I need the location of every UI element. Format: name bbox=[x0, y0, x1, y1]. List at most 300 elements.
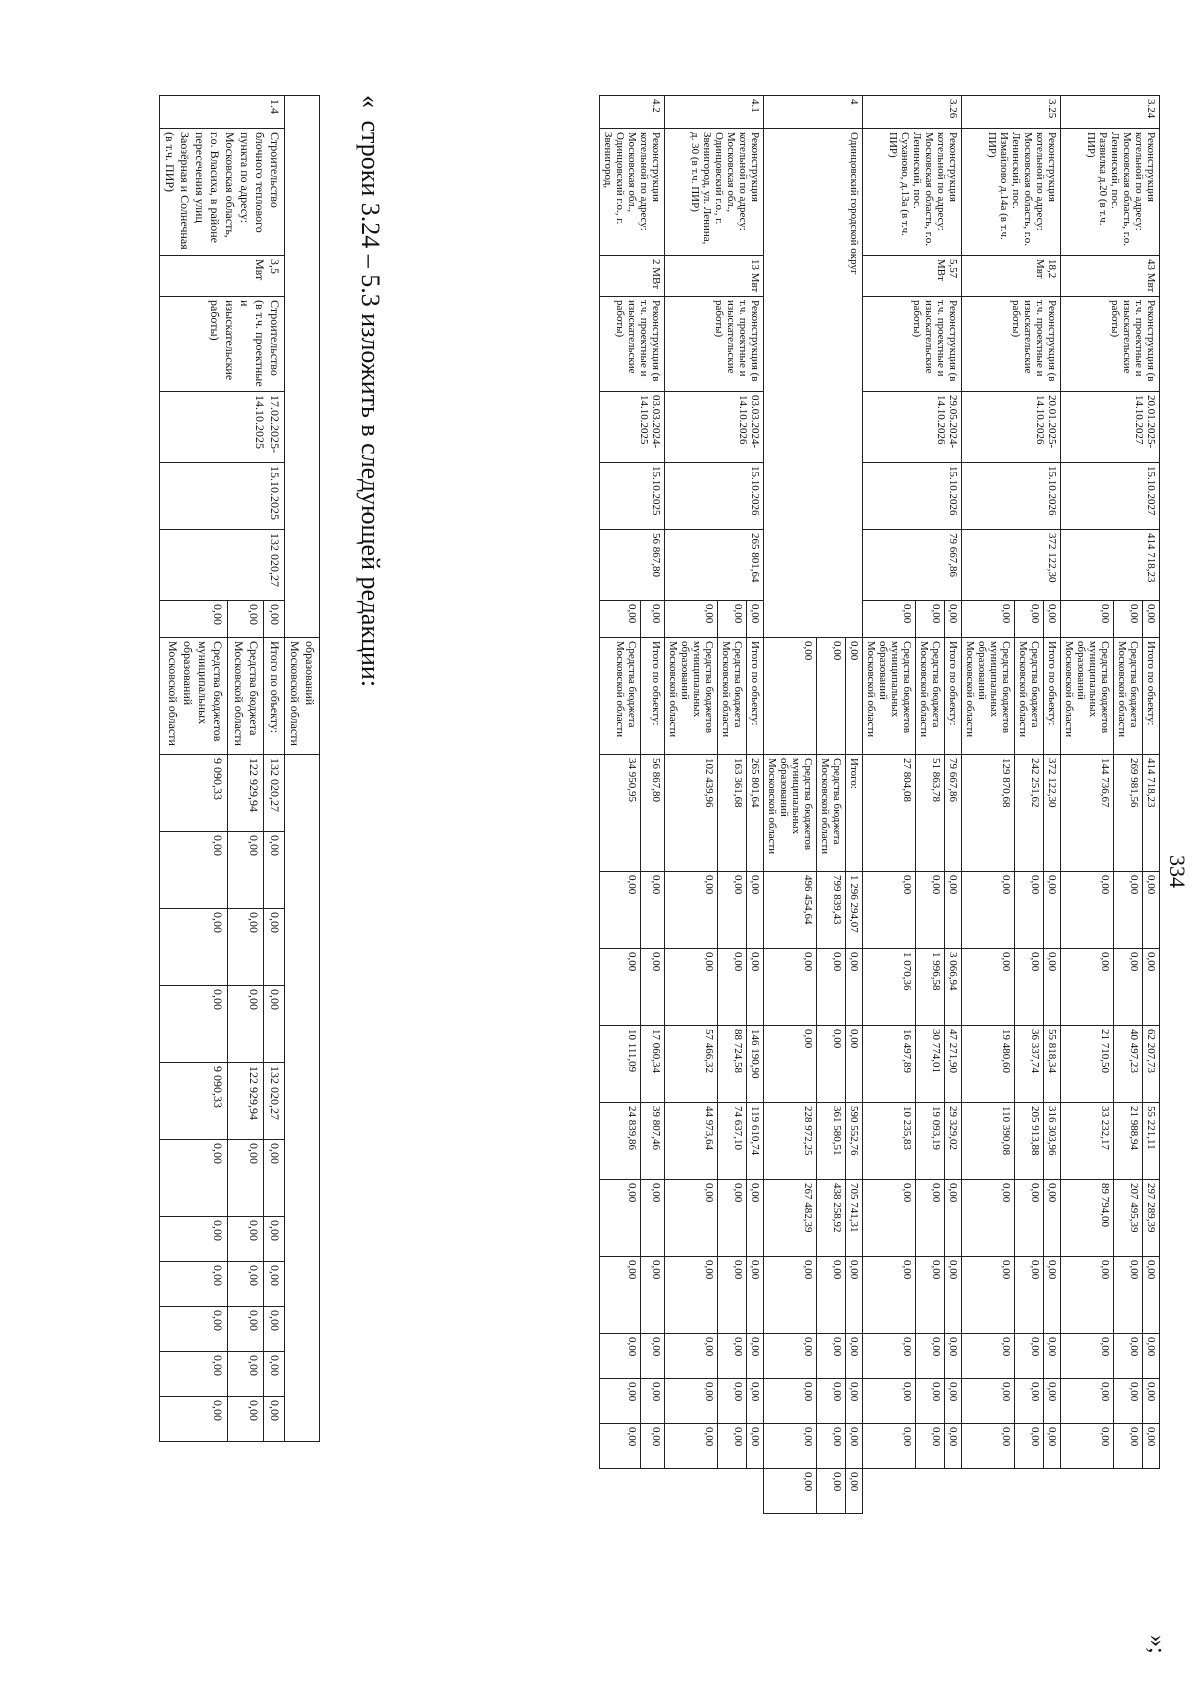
object-cost: 414 718,23 bbox=[1061, 530, 1160, 601]
year-value: 1 996,58 bbox=[916, 949, 945, 1026]
year-value: 0,00 bbox=[846, 1469, 863, 1514]
funding-total: 132 020,27 bbox=[264, 755, 285, 832]
year-value: 0,00 bbox=[1015, 949, 1044, 1026]
year-value: 0,00 bbox=[1015, 1334, 1044, 1379]
year-value: 0,00 bbox=[1143, 1334, 1160, 1379]
year-value: 24 839,86 bbox=[600, 1103, 641, 1180]
year-value: 0,00 bbox=[962, 872, 1015, 949]
object-power: 3,5 Мвт bbox=[160, 256, 285, 297]
funding-source: Средства бюджетов муниципальных образований Московской области bbox=[665, 638, 718, 755]
year-value: 132 020,27 bbox=[264, 1063, 285, 1140]
year-value: 55 818,34 bbox=[1044, 1026, 1061, 1103]
year-value: 0,00 bbox=[1044, 1257, 1061, 1334]
financed-value: 0,00 bbox=[665, 601, 718, 638]
year-value: 0,00 bbox=[600, 1424, 641, 1469]
year-value: 0,00 bbox=[1015, 872, 1044, 949]
year-value: 0,00 bbox=[160, 1140, 228, 1217]
object-cost: 265 801,64 bbox=[665, 530, 764, 601]
year-value: 0,00 bbox=[945, 1257, 962, 1334]
year-value: 0,00 bbox=[1044, 1180, 1061, 1257]
year-value: 0,00 bbox=[264, 986, 285, 1063]
year-value: 19 480,60 bbox=[962, 1026, 1015, 1103]
work-dates: 20.01.2025- 14.10.2026 bbox=[962, 392, 1061, 463]
year-value: 297 289,39 bbox=[1143, 1180, 1160, 1257]
financed-value: 0,00 bbox=[747, 601, 764, 638]
work-dates: 29.05.2024- 14.10.2026 bbox=[863, 392, 962, 463]
year-value: 0,00 bbox=[863, 1257, 916, 1334]
funding-total: 34 950,95 bbox=[600, 755, 641, 872]
year-value: 30 774,01 bbox=[916, 1026, 945, 1103]
row-number: 3.25 bbox=[962, 96, 1061, 129]
year-value: 0,00 bbox=[962, 1424, 1015, 1469]
object-cost: 79 667,86 bbox=[863, 530, 962, 601]
year-value: 0,00 bbox=[227, 986, 263, 1063]
funding-source: Средства бюджета Московской области bbox=[916, 638, 945, 755]
year-value: 205 913,88 bbox=[1015, 1103, 1044, 1180]
year-value: 74 637,10 bbox=[718, 1103, 747, 1180]
funding-total: 496 454,64 bbox=[764, 872, 817, 949]
commission-date: 15.10.2026 bbox=[665, 463, 764, 530]
year-value: 0,00 bbox=[817, 1469, 846, 1514]
work-dates: 17.02.2025- 14.10.2025 bbox=[160, 392, 285, 463]
year-value: 0,00 bbox=[640, 1257, 664, 1334]
year-value: 0,00 bbox=[227, 832, 263, 909]
year-value: 0,00 bbox=[764, 1257, 817, 1334]
year-value: 36 337,74 bbox=[1015, 1026, 1044, 1103]
year-value: 0,00 bbox=[665, 1379, 718, 1424]
funding-total: 144 736,67 bbox=[1061, 755, 1114, 872]
funding-total: 1 296 294,07 bbox=[846, 872, 863, 949]
section-heading bbox=[355, 95, 385, 687]
year-value: 0,00 bbox=[264, 1217, 285, 1262]
year-value: 88 724,58 bbox=[718, 1026, 747, 1103]
year-value: 19 093,19 bbox=[916, 1103, 945, 1180]
year-value: 0,00 bbox=[945, 1424, 962, 1469]
year-value: 0,00 bbox=[747, 949, 764, 1026]
year-value: 0,00 bbox=[1143, 1424, 1160, 1469]
funding-total: 27 804,08 bbox=[863, 755, 916, 872]
year-value: 0,00 bbox=[264, 1140, 285, 1217]
funding-source: Средства бюджетов муниципальных образований Московской области bbox=[764, 755, 817, 872]
object-cost: 56 867,80 bbox=[600, 530, 665, 601]
year-value: 0,00 bbox=[1143, 872, 1160, 949]
year-value: 21 988,94 bbox=[1114, 1103, 1143, 1180]
row-number: 1.4 bbox=[160, 96, 285, 129]
year-value: 0,00 bbox=[718, 872, 747, 949]
work-type: Реконструкция (в т.ч. проектные и изыскательские работы) bbox=[665, 297, 764, 392]
year-value: 0,00 bbox=[160, 832, 228, 909]
table-row bbox=[640, 96, 664, 1514]
year-value: 0,00 bbox=[916, 1379, 945, 1424]
closing-quote: »; bbox=[1144, 1635, 1170, 1654]
financed-value: 0,00 bbox=[1044, 601, 1061, 638]
object-cost: 132 020,27 bbox=[160, 530, 285, 601]
work-type: Строительство (в т.ч. проектные и изыскательские работы) bbox=[160, 297, 285, 392]
year-value: 267 482,39 bbox=[764, 1180, 817, 1257]
year-value: 316 303,96 bbox=[1044, 1103, 1061, 1180]
year-value: 0,00 bbox=[1061, 1334, 1114, 1379]
year-value: 0,00 bbox=[1015, 1257, 1044, 1334]
work-type: Реконструкция (в т.ч. проектные и изыскательские работы) bbox=[962, 297, 1061, 392]
work-type: Реконструкция (в т.ч. проектные и изыскательские работы) bbox=[863, 297, 962, 392]
year-value: 0,00 bbox=[227, 1140, 263, 1217]
table-cell bbox=[285, 755, 320, 1442]
year-value: 0,00 bbox=[1015, 1379, 1044, 1424]
year-value: 62 207,73 bbox=[1143, 1026, 1160, 1103]
funding-source: Средства бюджетов муниципальных образований Московской области bbox=[863, 638, 916, 755]
year-value: 705 741,31 bbox=[846, 1180, 863, 1257]
funding-source: Средства бюджетов муниципальных образований Московской области bbox=[1061, 638, 1114, 755]
year-value: 0,00 bbox=[1015, 1424, 1044, 1469]
year-value: 0,00 bbox=[640, 1379, 664, 1424]
year-value: 0,00 bbox=[747, 1257, 764, 1334]
year-value: 0,00 bbox=[600, 1257, 641, 1334]
year-value: 0,00 bbox=[863, 1424, 916, 1469]
year-value: 0,00 bbox=[600, 949, 641, 1026]
year-value: 0,00 bbox=[160, 1352, 228, 1397]
year-value: 0,00 bbox=[665, 1257, 718, 1334]
financed-value: 0,00 bbox=[1143, 601, 1160, 638]
work-dates: 20.01.2025- 14.10.2027 bbox=[1061, 392, 1160, 463]
commission-date: 15.10.2026 bbox=[962, 463, 1061, 530]
year-value: 0,00 bbox=[945, 1334, 962, 1379]
financed-value: 0,00 bbox=[764, 638, 817, 755]
financed-value: 0,00 bbox=[1114, 601, 1143, 638]
year-value: 0,00 bbox=[1114, 1379, 1143, 1424]
year-value: 0,00 bbox=[863, 1379, 916, 1424]
year-value: 0,00 bbox=[962, 1257, 1015, 1334]
year-value: 0,00 bbox=[1044, 1334, 1061, 1379]
funding-total: 56 867,80 bbox=[640, 755, 664, 872]
year-value: 0,00 bbox=[1061, 1257, 1114, 1334]
year-value: 0,00 bbox=[665, 949, 718, 1026]
year-value: 0,00 bbox=[600, 1334, 641, 1379]
commission-date: 15.10.2025 bbox=[600, 463, 665, 530]
year-value: 0,00 bbox=[640, 1180, 664, 1257]
funding-total: 51 863,78 bbox=[916, 755, 945, 872]
funding-total: 102 439,96 bbox=[665, 755, 718, 872]
year-value: 0,00 bbox=[846, 1257, 863, 1334]
financed-value: 0,00 bbox=[817, 638, 846, 755]
funding-total: 799 839,43 bbox=[817, 872, 846, 949]
year-value: 122 929,94 bbox=[227, 1063, 263, 1140]
year-value: 10 235,83 bbox=[863, 1103, 916, 1180]
table-row bbox=[945, 96, 962, 1514]
funding-source: Средства бюджета Московской области bbox=[718, 638, 747, 755]
year-value: 0,00 bbox=[160, 1262, 228, 1307]
object-power: 43 Мвт bbox=[1061, 256, 1160, 297]
year-value: 0,00 bbox=[227, 1262, 263, 1307]
financed-value: 0,00 bbox=[916, 601, 945, 638]
year-value: 0,00 bbox=[916, 1334, 945, 1379]
row-number: 3.24 bbox=[1061, 96, 1160, 129]
year-value: 0,00 bbox=[817, 1334, 846, 1379]
row-number: 4 bbox=[764, 96, 863, 129]
year-value: 0,00 bbox=[600, 872, 641, 949]
year-value: 0,00 bbox=[863, 1334, 916, 1379]
year-value: 228 972,25 bbox=[764, 1103, 817, 1180]
year-value: 0,00 bbox=[1114, 949, 1143, 1026]
year-value: 590 552,76 bbox=[846, 1103, 863, 1180]
year-value: 0,00 bbox=[916, 1180, 945, 1257]
financed-value: 0,00 bbox=[1015, 601, 1044, 638]
year-value: 110 390,08 bbox=[962, 1103, 1015, 1180]
year-value: 0,00 bbox=[747, 1334, 764, 1379]
funding-total: 265 801,64 bbox=[747, 755, 764, 872]
year-value: 0,00 bbox=[264, 909, 285, 986]
funding-source: Средства бюджета Московской области bbox=[817, 755, 846, 872]
year-value: 0,00 bbox=[1143, 949, 1160, 1026]
year-value: 0,00 bbox=[846, 1424, 863, 1469]
heading-text: строки 3.24 – 5.3 изложить в следующей редакции: bbox=[356, 120, 385, 688]
funding-source: Итого по объекту: bbox=[747, 638, 764, 755]
year-value: 0,00 bbox=[160, 1217, 228, 1262]
financed-value: 0,00 bbox=[160, 601, 228, 638]
year-value: 3 066,94 bbox=[945, 949, 962, 1026]
year-value: 0,00 bbox=[665, 1334, 718, 1379]
main-table bbox=[599, 95, 1160, 1514]
year-value: 0,00 bbox=[962, 949, 1015, 1026]
financed-value: 0,00 bbox=[962, 601, 1015, 638]
page-number: 334 bbox=[1165, 855, 1190, 888]
financed-value: 0,00 bbox=[718, 601, 747, 638]
year-value: 40 497,23 bbox=[1114, 1026, 1143, 1103]
year-value: 0,00 bbox=[160, 1397, 228, 1442]
year-value: 0,00 bbox=[227, 1307, 263, 1352]
funding-total: 269 981,56 bbox=[1114, 755, 1143, 872]
year-value: 0,00 bbox=[1143, 1257, 1160, 1334]
year-value: 0,00 bbox=[1044, 1379, 1061, 1424]
year-value: 0,00 bbox=[962, 1334, 1015, 1379]
year-value: 0,00 bbox=[227, 909, 263, 986]
year-value: 0,00 bbox=[160, 1307, 228, 1352]
financed-value: 0,00 bbox=[640, 601, 664, 638]
year-value: 0,00 bbox=[1114, 1424, 1143, 1469]
table-row bbox=[285, 96, 320, 1442]
funding-source: Средства бюджетов муниципальных образований Московской области bbox=[962, 638, 1015, 755]
financed-value: 0,00 bbox=[264, 601, 285, 638]
group-name: Одинцовский городской округ bbox=[764, 129, 863, 638]
year-value: 0,00 bbox=[1114, 1334, 1143, 1379]
row-number: 3.26 bbox=[863, 96, 962, 129]
funding-total: 414 718,23 bbox=[1143, 755, 1160, 872]
year-value: 0,00 bbox=[665, 1180, 718, 1257]
year-value: 0,00 bbox=[747, 872, 764, 949]
commission-date: 15.10.2026 bbox=[863, 463, 962, 530]
year-value: 10 111,09 bbox=[600, 1026, 641, 1103]
work-type: Реконструкция (в т.ч. проектные и изыскательские работы) bbox=[600, 297, 665, 392]
year-value: 0,00 bbox=[1114, 1257, 1143, 1334]
work-dates: 03.03.2024- 14.10.2025 bbox=[600, 392, 665, 463]
financed-value: 0,00 bbox=[1061, 601, 1114, 638]
year-value: 0,00 bbox=[1044, 1424, 1061, 1469]
row-number: 4.1 bbox=[665, 96, 764, 129]
year-value: 0,00 bbox=[264, 1307, 285, 1352]
year-value: 0,00 bbox=[817, 949, 846, 1026]
year-value: 29 329,02 bbox=[945, 1103, 962, 1180]
year-value: 0,00 bbox=[718, 1257, 747, 1334]
year-value: 0,00 bbox=[863, 872, 916, 949]
year-value: 0,00 bbox=[264, 832, 285, 909]
object-name: Реконструкция котельной по адресу: Московская обл., Одинцовский г.о., г. Звенигород, ул. Ленина, д. 30 (в т.ч. ПИР) bbox=[665, 129, 764, 256]
object-power: 13 Мвт bbox=[665, 256, 764, 297]
year-value: 0,00 bbox=[1143, 1379, 1160, 1424]
financed-value: 0,00 bbox=[863, 601, 916, 638]
object-name: Строительство блочного теплового пункта по адресу: Московская область, г.о. Власиха, в районе пересечения улиц Заозёрная и Солнечная (в т.ч. ПИР) bbox=[160, 129, 285, 256]
object-name: Реконструкция котельной по адресу: Московская область, г.о. Ленинский, пос. Измайлово д.14а (в т.ч. ПИР) bbox=[962, 129, 1061, 256]
year-value: 0,00 bbox=[600, 1379, 641, 1424]
funding-total: 9 090,33 bbox=[160, 755, 228, 832]
year-value: 0,00 bbox=[227, 1397, 263, 1442]
year-value: 0,00 bbox=[640, 1334, 664, 1379]
year-value: 0,00 bbox=[227, 1217, 263, 1262]
year-value: 0,00 bbox=[600, 1180, 641, 1257]
year-value: 0,00 bbox=[264, 1397, 285, 1442]
work-dates: 03.03.2024- 14.10.2026 bbox=[665, 392, 764, 463]
year-value: 0,00 bbox=[747, 1180, 764, 1257]
funding-source: Итого: bbox=[846, 755, 863, 872]
year-value: 0,00 bbox=[846, 1026, 863, 1103]
year-value: 0,00 bbox=[945, 872, 962, 949]
financed-value: 0,00 bbox=[600, 601, 641, 638]
year-value: 0,00 bbox=[665, 872, 718, 949]
object-name: Реконструкция котельной по адресу: Московская обл., Одинцовский г.о., г. Звенигород, bbox=[600, 129, 665, 256]
year-value: 0,00 bbox=[1061, 872, 1114, 949]
year-value: 0,00 bbox=[665, 1424, 718, 1469]
year-value: 0,00 bbox=[640, 1424, 664, 1469]
year-value: 0,00 bbox=[916, 872, 945, 949]
funding-total: 122 929,94 bbox=[227, 755, 263, 832]
funding-source: Средства бюджета Московской области bbox=[227, 638, 263, 755]
year-value: 89 794,00 bbox=[1061, 1180, 1114, 1257]
table-row bbox=[747, 96, 764, 1514]
table-row bbox=[846, 96, 863, 1514]
object-cost: 372 122,30 bbox=[962, 530, 1061, 601]
row-number: 4.2 bbox=[600, 96, 665, 129]
year-value: 0,00 bbox=[945, 1180, 962, 1257]
year-value: 57 466,32 bbox=[665, 1026, 718, 1103]
commission-date: 15.10.2025 bbox=[160, 463, 285, 530]
document-sheet bbox=[160, 95, 1190, 1655]
year-value: 47 271,90 bbox=[945, 1026, 962, 1103]
object-name: Реконструкция котельной по адресу: Московская область, г.о. Ленинский, пос. Развилка д.20 (в т.ч. ПИР) bbox=[1061, 129, 1160, 256]
year-value: 0,00 bbox=[718, 1379, 747, 1424]
year-value: 0,00 bbox=[640, 872, 664, 949]
object-name: Реконструкция котельной по адресу: Московская область, г.о. Ленинский, пос. Суханово, д.13а (в т.ч. ПИР) bbox=[863, 129, 962, 256]
year-value: 0,00 bbox=[1044, 949, 1061, 1026]
funding-total: 163 361,68 bbox=[718, 755, 747, 872]
year-value: 0,00 bbox=[817, 1379, 846, 1424]
year-value: 0,00 bbox=[846, 1379, 863, 1424]
year-value: 0,00 bbox=[747, 1379, 764, 1424]
funding-total: 242 251,62 bbox=[1015, 755, 1044, 872]
top-table bbox=[159, 95, 320, 1442]
year-value: 0,00 bbox=[718, 949, 747, 1026]
year-value: 0,00 bbox=[718, 1424, 747, 1469]
funding-total: 372 122,30 bbox=[1044, 755, 1061, 872]
year-value: 0,00 bbox=[764, 1424, 817, 1469]
table-row bbox=[1143, 96, 1160, 1514]
funding-source: Средства бюджетов муниципальных образований Московской области bbox=[160, 638, 228, 755]
year-value: 0,00 bbox=[916, 1424, 945, 1469]
year-value: 0,00 bbox=[916, 1257, 945, 1334]
year-value: 39 807,46 bbox=[640, 1103, 664, 1180]
year-value: 0,00 bbox=[817, 1257, 846, 1334]
year-value: 17 060,34 bbox=[640, 1026, 664, 1103]
commission-date: 15.10.2027 bbox=[1061, 463, 1160, 530]
funding-source: Итого по объекту: bbox=[640, 638, 664, 755]
year-value: 0,00 bbox=[817, 1026, 846, 1103]
year-value: 0,00 bbox=[718, 1334, 747, 1379]
year-value: 0,00 bbox=[764, 1026, 817, 1103]
object-power: 18,2 Мвт bbox=[962, 256, 1061, 297]
year-value: 44 973,64 bbox=[665, 1103, 718, 1180]
year-value: 0,00 bbox=[962, 1180, 1015, 1257]
year-value: 0,00 bbox=[160, 909, 228, 986]
funding-source: Средства бюджета Московской области bbox=[1015, 638, 1044, 755]
year-value: 0,00 bbox=[817, 1424, 846, 1469]
funding-total: 79 667,86 bbox=[945, 755, 962, 872]
year-value: 1 070,36 bbox=[863, 949, 916, 1026]
year-value: 0,00 bbox=[945, 1379, 962, 1424]
funding-source: Итого по объекту: bbox=[1044, 638, 1061, 755]
year-value: 0,00 bbox=[718, 1180, 747, 1257]
year-value: 0,00 bbox=[264, 1352, 285, 1397]
year-value: 438 258,92 bbox=[817, 1180, 846, 1257]
year-value: 0,00 bbox=[846, 949, 863, 1026]
year-value: 0,00 bbox=[747, 1424, 764, 1469]
funding-source: Средства бюджета Московской области bbox=[600, 638, 641, 755]
year-value: 16 497,89 bbox=[863, 1026, 916, 1103]
funding-source: образований Московской области bbox=[285, 638, 320, 755]
year-value: 0,00 bbox=[640, 949, 664, 1026]
year-value: 0,00 bbox=[764, 1334, 817, 1379]
year-value: 0,00 bbox=[1061, 1379, 1114, 1424]
year-value: 0,00 bbox=[160, 986, 228, 1063]
year-value: 146 190,90 bbox=[747, 1026, 764, 1103]
year-value: 0,00 bbox=[863, 1180, 916, 1257]
object-power: 2 МВт bbox=[600, 256, 665, 297]
financed-value: 0,00 bbox=[846, 638, 863, 755]
year-value: 0,00 bbox=[227, 1352, 263, 1397]
funding-source: Итого по объекту: bbox=[945, 638, 962, 755]
year-value: 0,00 bbox=[1114, 872, 1143, 949]
work-type: Реконструкция (в т.ч. проектные и изыскательские работы) bbox=[1061, 297, 1160, 392]
table-row bbox=[1044, 96, 1061, 1514]
financed-value: 0,00 bbox=[227, 601, 263, 638]
table-row bbox=[264, 96, 285, 1442]
year-value: 0,00 bbox=[264, 1262, 285, 1307]
opening-quote: « bbox=[356, 95, 385, 108]
year-value: 0,00 bbox=[1061, 1424, 1114, 1469]
year-value: 0,00 bbox=[1015, 1180, 1044, 1257]
funding-source: Средства бюджета Московской области bbox=[1114, 638, 1143, 755]
year-value: 33 232,17 bbox=[1061, 1103, 1114, 1180]
year-value: 0,00 bbox=[962, 1379, 1015, 1424]
year-value: 0,00 bbox=[764, 949, 817, 1026]
year-value: 0,00 bbox=[846, 1334, 863, 1379]
financed-value: 0,00 bbox=[945, 601, 962, 638]
year-value: 0,00 bbox=[1061, 949, 1114, 1026]
year-value: 0,00 bbox=[1044, 872, 1061, 949]
table-cell bbox=[285, 96, 320, 638]
year-value: 207 495,39 bbox=[1114, 1180, 1143, 1257]
year-value: 21 710,50 bbox=[1061, 1026, 1114, 1103]
funding-source: Итого по объекту: bbox=[1143, 638, 1160, 755]
year-value: 0,00 bbox=[764, 1379, 817, 1424]
funding-source: Итого по объекту: bbox=[264, 638, 285, 755]
year-value: 0,00 bbox=[764, 1469, 817, 1514]
